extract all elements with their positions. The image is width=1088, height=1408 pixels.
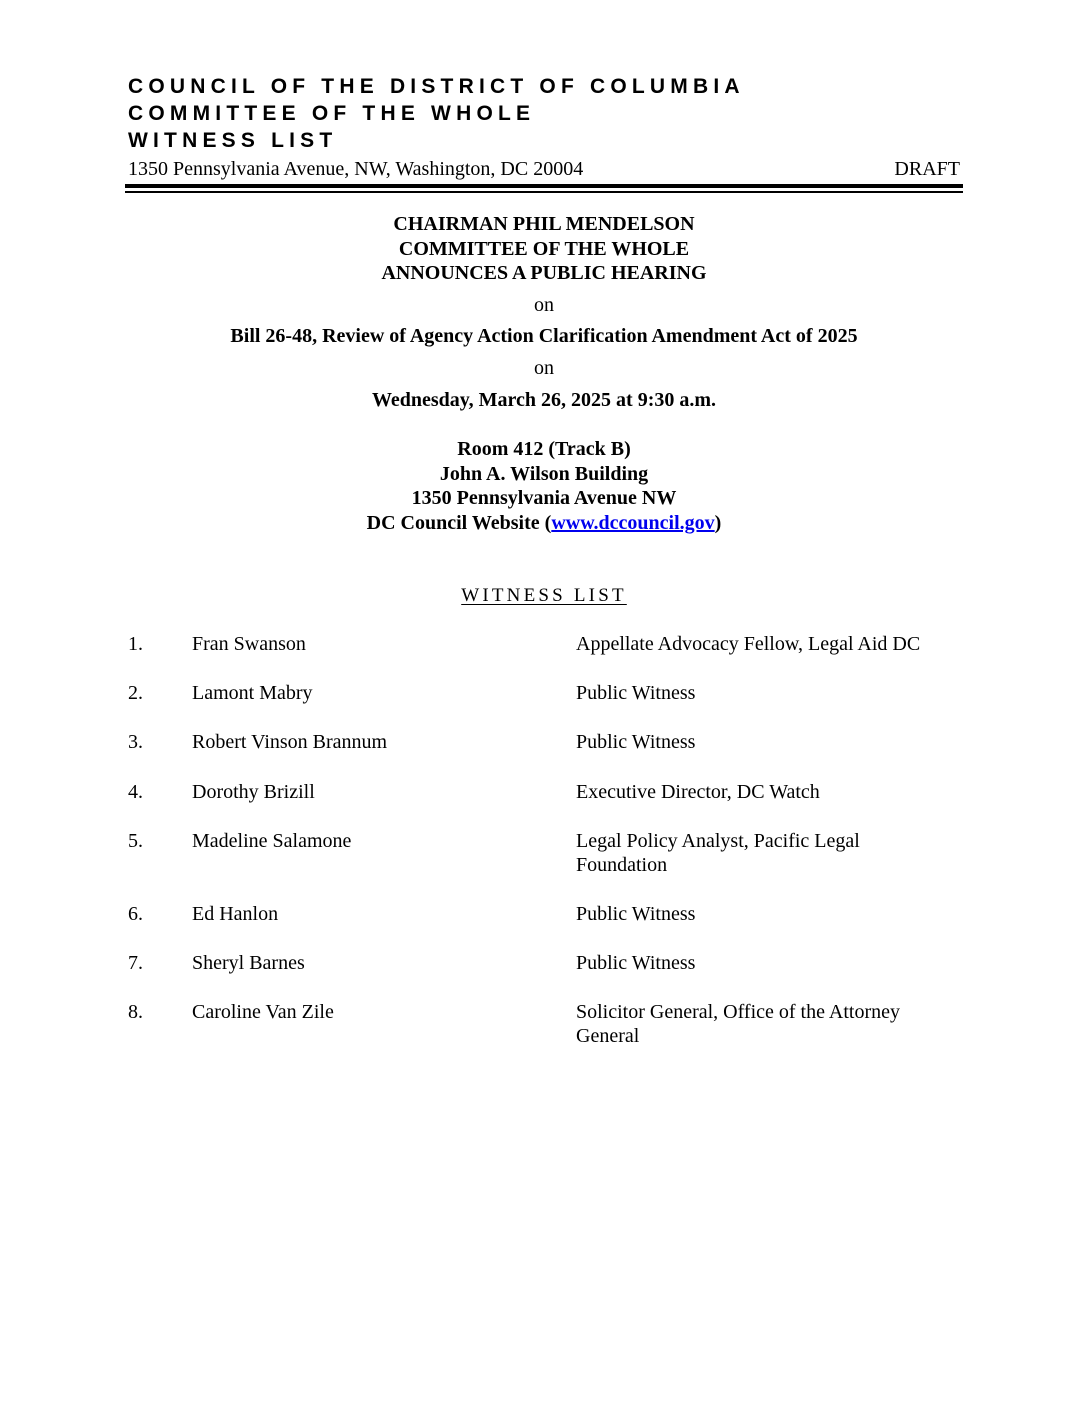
hearing-announcement xyxy=(0,212,1088,286)
witness-name: Madeline Salamone xyxy=(192,830,352,852)
on-text: on xyxy=(534,294,554,316)
announces-line: ANNOUNCES A PUBLIC HEARING xyxy=(381,262,707,284)
website-suffix: ) xyxy=(714,511,722,534)
witness-number: 4. xyxy=(128,781,143,803)
witness-affiliation: Solicitor General, Office of the Attorney General xyxy=(576,1001,900,1047)
witness-name: Ed Hanlon xyxy=(192,903,279,925)
witness-affiliation: Appellate Advocacy Fellow, Legal Aid DC xyxy=(576,633,921,655)
witness-affiliation: Public Witness xyxy=(576,682,696,704)
witness-affiliation: Public Witness xyxy=(576,952,696,974)
witness-number: 1. xyxy=(128,633,143,655)
building-line: John A. Wilson Building xyxy=(439,462,649,485)
website-prefix: DC Council Website ( xyxy=(366,511,552,534)
witness-name: Caroline Van Zile xyxy=(192,1001,334,1023)
witness-name: Fran Swanson xyxy=(192,633,306,655)
witness-number: 6. xyxy=(128,903,143,925)
witness-name: Sheryl Barnes xyxy=(192,952,305,974)
witness-affiliation: Public Witness xyxy=(576,903,696,925)
witness-affiliation: Executive Director, DC Watch xyxy=(576,781,820,803)
bill-title: Bill 26-48, Review of Agency Action Clarification Amendment Act of 2025 xyxy=(230,325,858,347)
header-rule-thin xyxy=(125,191,963,193)
document-title: WITNESS LIST xyxy=(128,129,338,152)
council-website-link[interactable]: www.dccouncil.gov xyxy=(551,511,715,534)
witness-affiliation: Legal Policy Analyst, Pacific Legal Foundation xyxy=(576,830,860,876)
address-line xyxy=(128,157,960,181)
room-line: Room 412 (Track B) xyxy=(457,438,631,460)
council-address: 1350 Pennsylvania Avenue, NW, Washington, DC 20004 xyxy=(128,158,584,180)
on-text: on xyxy=(534,357,554,379)
council-title: COUNCIL OF THE DISTRICT OF COLUMBIA xyxy=(128,75,745,98)
witness-name: Lamont Mabry xyxy=(192,682,313,704)
hearing-location xyxy=(0,437,1088,535)
witness-affiliation: Public Witness xyxy=(576,731,696,753)
witness-name: Dorothy Brizill xyxy=(192,781,315,803)
witness-list-heading-text: WITNESS LIST xyxy=(461,585,627,606)
witness-name: Robert Vinson Brannum xyxy=(192,731,388,753)
committee-title: COMMITTEE OF THE WHOLE xyxy=(128,102,536,125)
witness-number: 3. xyxy=(128,731,143,753)
committee-line: COMMITTEE OF THE WHOLE xyxy=(398,237,690,260)
witness-number: 7. xyxy=(128,952,143,974)
witness-number: 8. xyxy=(128,1001,143,1023)
draft-label: DRAFT xyxy=(894,158,960,180)
witness-number: 2. xyxy=(128,682,143,704)
website-line xyxy=(0,511,1088,536)
street-line: 1350 Pennsylvania Avenue NW xyxy=(411,487,677,509)
chairman-line: CHAIRMAN PHIL MENDELSON xyxy=(393,213,695,235)
header-rule-thick xyxy=(125,184,963,188)
witness-list-heading xyxy=(0,584,1088,608)
hearing-date: Wednesday, March 26, 2025 at 9:30 a.m. xyxy=(371,389,717,411)
witness-number: 5. xyxy=(128,830,143,852)
